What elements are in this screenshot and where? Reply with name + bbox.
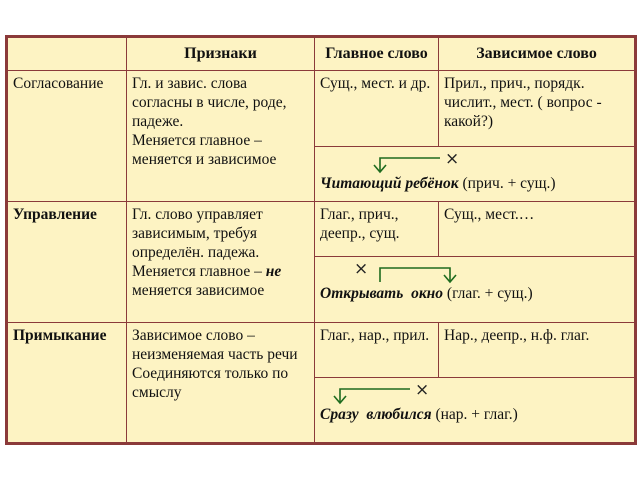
signs-text: Соединяются только по смыслу bbox=[132, 365, 289, 402]
example-word: Сразу bbox=[320, 406, 359, 424]
example-cell-government bbox=[315, 257, 636, 323]
header-signs: Признаки bbox=[127, 37, 315, 71]
signs-cell-adjoining bbox=[127, 323, 315, 444]
example-cell-adjoining bbox=[315, 378, 636, 444]
example-cell-agreement bbox=[315, 147, 636, 202]
signs-cell-government bbox=[127, 202, 315, 323]
syntax-links-table bbox=[5, 35, 637, 445]
example-word: влюбился bbox=[366, 406, 432, 424]
example-word: Читающий bbox=[320, 175, 402, 193]
row-label-government: Управление bbox=[7, 202, 127, 323]
example-phrase bbox=[320, 150, 629, 194]
signs-text: Меняется главное – не меняется зависимое bbox=[132, 263, 282, 300]
example-word: окно bbox=[411, 285, 444, 303]
signs-text: Меняется главное – меняется и зависимое bbox=[132, 131, 277, 168]
link-arrow-icon bbox=[320, 260, 620, 286]
dependent-word-cell: Прил., прич., порядк. числит., мест. ( вопрос - какой?) bbox=[439, 70, 636, 146]
link-arrow-icon bbox=[320, 150, 620, 176]
table-row bbox=[7, 70, 636, 146]
main-word-cell: Сущ., мест. и др. bbox=[315, 70, 439, 146]
main-word-cell: Глаг., прич., деепр., сущ. bbox=[315, 202, 439, 257]
dependent-word-cell: Нар., деепр., н.ф. глаг. bbox=[439, 323, 636, 378]
link-arrow-icon bbox=[320, 381, 620, 407]
example-note: (глаг. + сущ.) bbox=[446, 285, 533, 303]
example-phrase bbox=[320, 260, 629, 304]
signs-text: Гл. слово управляет зависимым, требуя определён. падежа. bbox=[132, 206, 263, 262]
example-phrase bbox=[320, 381, 629, 425]
table-row bbox=[7, 323, 636, 378]
row-label-agreement: Согласование bbox=[7, 70, 127, 201]
header-empty-cell bbox=[7, 37, 127, 71]
header-main-word: Главное слово bbox=[315, 37, 439, 71]
signs-cell-agreement bbox=[127, 70, 315, 201]
header-row bbox=[7, 37, 636, 71]
dependent-mark-icon: × bbox=[445, 149, 460, 170]
dependent-mark-icon: × bbox=[415, 380, 430, 401]
table-row bbox=[7, 202, 636, 257]
example-word: ребёнок bbox=[405, 175, 459, 193]
signs-text: Гл. и завис. слова согласны в числе, роде, падеже. bbox=[132, 74, 287, 130]
row-label-adjoining: Примыкание bbox=[7, 323, 127, 444]
dependent-word-cell: Сущ., мест.… bbox=[439, 202, 636, 257]
example-note: (нар. + глаг.) bbox=[435, 406, 518, 424]
dependent-mark-icon: × bbox=[354, 259, 369, 280]
header-dependent-word: Зависимое слово bbox=[439, 37, 636, 71]
example-note: (прич. + сущ.) bbox=[462, 175, 556, 193]
example-word: Открывать bbox=[320, 285, 404, 303]
signs-text: Зависимое слово – неизменяемая часть речи bbox=[132, 327, 298, 364]
main-word-cell: Глаг., нар., прил. bbox=[315, 323, 439, 378]
